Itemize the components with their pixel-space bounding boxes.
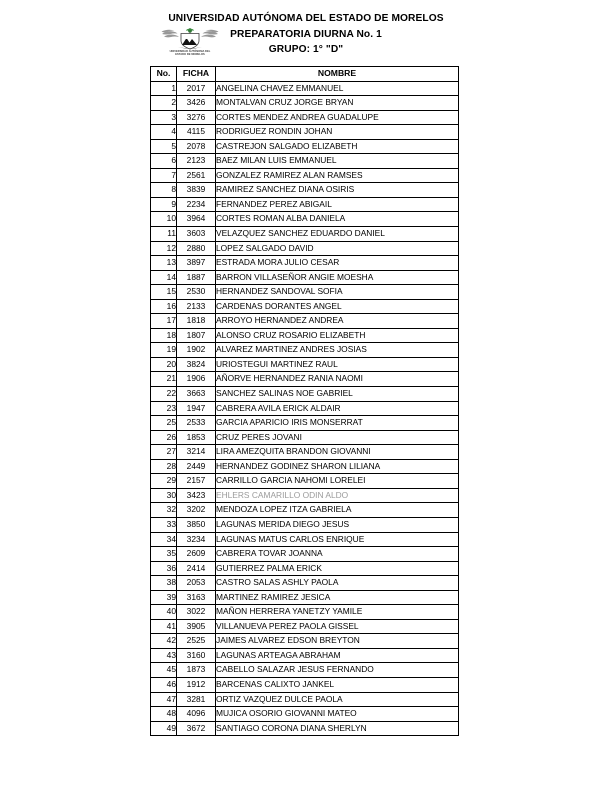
table-row: [151, 634, 459, 649]
cell-no: 15: [151, 285, 177, 300]
cell-nombre: EHLERS CAMARILLO ODIN ALDO: [216, 488, 459, 503]
cell-nombre: LAGUNAS ARTEAGA ABRAHAM: [216, 648, 459, 663]
cell-no: 47: [151, 692, 177, 707]
table-row: [151, 474, 459, 489]
cell-nombre: ALVAREZ MARTINEZ ANDRES JOSIAS: [216, 343, 459, 358]
cell-ficha: 4115: [177, 125, 216, 140]
cell-no: 48: [151, 707, 177, 722]
table-row: [151, 401, 459, 416]
cell-ficha: 2880: [177, 241, 216, 256]
cell-ficha: 2533: [177, 416, 216, 431]
cell-no: 33: [151, 517, 177, 532]
cell-ficha: 3426: [177, 96, 216, 111]
table-row: [151, 110, 459, 125]
cell-ficha: 2234: [177, 197, 216, 212]
cell-nombre: CARDENAS DORANTES ANGEL: [216, 299, 459, 314]
cell-nombre: FERNANDEZ PEREZ ABIGAIL: [216, 197, 459, 212]
cell-nombre: CASTRO SALAS ASHLY PAOLA: [216, 576, 459, 591]
cell-ficha: 2414: [177, 561, 216, 576]
table-row: [151, 387, 459, 402]
cell-nombre: BAEZ MILAN LUIS EMMANUEL: [216, 154, 459, 169]
cell-nombre: CABRERA AVILA ERICK ALDAIR: [216, 401, 459, 416]
cell-nombre: MONTALVAN CRUZ JORGE BRYAN: [216, 96, 459, 111]
cell-nombre: RODRIGUEZ RONDIN JOHAN: [216, 125, 459, 140]
table-row: [151, 241, 459, 256]
table-row: [151, 590, 459, 605]
cell-nombre: LAGUNAS MATUS CARLOS ENRIQUE: [216, 532, 459, 547]
cell-nombre: LOPEZ SALGADO DAVID: [216, 241, 459, 256]
cell-nombre: CORTES ROMAN ALBA DANIELA: [216, 212, 459, 227]
cell-nombre: CABELLO SALAZAR JESUS FERNANDO: [216, 663, 459, 678]
cell-ficha: 3423: [177, 488, 216, 503]
cell-no: 23: [151, 401, 177, 416]
cell-nombre: HERNANDEZ SANDOVAL SOFIA: [216, 285, 459, 300]
table-row: [151, 256, 459, 271]
cell-no: 19: [151, 343, 177, 358]
cell-nombre: ARROYO HERNANDEZ ANDREA: [216, 314, 459, 329]
cell-no: 8: [151, 183, 177, 198]
table-row: [151, 154, 459, 169]
cell-no: 38: [151, 576, 177, 591]
table-row: [151, 212, 459, 227]
cell-nombre: ALONSO CRUZ ROSARIO ELIZABETH: [216, 328, 459, 343]
cell-no: 11: [151, 227, 177, 242]
table-header-row: [151, 67, 459, 82]
cell-no: 3: [151, 110, 177, 125]
table-row: [151, 648, 459, 663]
cell-nombre: MUJICA OSORIO GIOVANNI MATEO: [216, 707, 459, 722]
cell-ficha: 3905: [177, 619, 216, 634]
logo-caption: [161, 50, 219, 57]
logo-caption-line1: UNIVERSIDAD AUTÓNOMA DEL: [169, 49, 211, 53]
table-row: [151, 561, 459, 576]
cell-ficha: 3022: [177, 605, 216, 620]
column-header-nombre: NOMBRE: [216, 67, 459, 82]
table-row: [151, 299, 459, 314]
cell-ficha: 2017: [177, 81, 216, 96]
cell-ficha: 3281: [177, 692, 216, 707]
table-row: [151, 459, 459, 474]
cell-no: 34: [151, 532, 177, 547]
cell-nombre: VILLANUEVA PEREZ PAOLA GISSEL: [216, 619, 459, 634]
cell-nombre: RAMIREZ SANCHEZ DIANA OSIRIS: [216, 183, 459, 198]
cell-no: 45: [151, 663, 177, 678]
table-header: [151, 67, 459, 82]
cell-ficha: 3202: [177, 503, 216, 518]
cell-no: 28: [151, 459, 177, 474]
uaem-seal-logo: [161, 28, 219, 59]
document-header: [0, 11, 612, 58]
table-row: [151, 445, 459, 460]
cell-nombre: CRUZ PERES JOVANI: [216, 430, 459, 445]
cell-no: 41: [151, 619, 177, 634]
cell-no: 42: [151, 634, 177, 649]
cell-no: 21: [151, 372, 177, 387]
cell-no: 30: [151, 488, 177, 503]
cell-nombre: CABRERA TOVAR JOANNA: [216, 547, 459, 562]
cell-nombre: CORTES MENDEZ ANDREA GUADALUPE: [216, 110, 459, 125]
cell-ficha: 2609: [177, 547, 216, 562]
cell-ficha: 3824: [177, 357, 216, 372]
table-row: [151, 139, 459, 154]
table-row: [151, 663, 459, 678]
cell-no: 1: [151, 81, 177, 96]
table-row: [151, 96, 459, 111]
cell-no: 32: [151, 503, 177, 518]
table-row: [151, 285, 459, 300]
cell-no: 29: [151, 474, 177, 489]
uaem-shield-icon: [161, 28, 219, 50]
cell-nombre: URIOSTEGUI MARTINEZ RAUL: [216, 357, 459, 372]
table-row: [151, 605, 459, 620]
cell-nombre: LAGUNAS MERIDA DIEGO JESUS: [216, 517, 459, 532]
cell-no: 13: [151, 256, 177, 271]
cell-no: 12: [151, 241, 177, 256]
cell-nombre: ORTIZ VAZQUEZ DULCE PAOLA: [216, 692, 459, 707]
cell-nombre: GUTIERREZ PALMA ERICK: [216, 561, 459, 576]
cell-ficha: 2133: [177, 299, 216, 314]
table-row: [151, 270, 459, 285]
cell-ficha: 1818: [177, 314, 216, 329]
cell-no: 16: [151, 299, 177, 314]
cell-no: 14: [151, 270, 177, 285]
student-roster-table: [150, 66, 459, 736]
cell-no: 35: [151, 547, 177, 562]
cell-ficha: 3214: [177, 445, 216, 460]
cell-nombre: CARRILLO GARCIA NAHOMI LORELEI: [216, 474, 459, 489]
cell-nombre: CASTREJON SALGADO ELIZABETH: [216, 139, 459, 154]
table-row: [151, 328, 459, 343]
cell-no: 40: [151, 605, 177, 620]
cell-ficha: 1807: [177, 328, 216, 343]
cell-no: 18: [151, 328, 177, 343]
cell-ficha: 3663: [177, 387, 216, 402]
cell-nombre: VELAZQUEZ SANCHEZ EDUARDO DANIEL: [216, 227, 459, 242]
table-row: [151, 314, 459, 329]
cell-nombre: ESTRADA MORA JULIO CESAR: [216, 256, 459, 271]
cell-no: 4: [151, 125, 177, 140]
table-row: [151, 183, 459, 198]
table-row: [151, 503, 459, 518]
cell-no: 46: [151, 677, 177, 692]
cell-ficha: 2123: [177, 154, 216, 169]
cell-ficha: 3163: [177, 590, 216, 605]
table-row: [151, 692, 459, 707]
cell-no: 49: [151, 721, 177, 736]
table-row: [151, 416, 459, 431]
cell-ficha: 2530: [177, 285, 216, 300]
logo-caption-line2: ESTADO DE MORELOS: [175, 52, 205, 56]
cell-ficha: 2525: [177, 634, 216, 649]
table-row: [151, 227, 459, 242]
cell-nombre: MARTINEZ RAMIREZ JESICA: [216, 590, 459, 605]
cell-ficha: 3160: [177, 648, 216, 663]
table-row: [151, 677, 459, 692]
cell-no: 2: [151, 96, 177, 111]
group-title: GRUPO: 1° "D": [268, 44, 344, 55]
cell-no: 36: [151, 561, 177, 576]
cell-ficha: 3672: [177, 721, 216, 736]
cell-ficha: 3234: [177, 532, 216, 547]
cell-ficha: 1912: [177, 677, 216, 692]
table-body: [151, 81, 459, 736]
column-header-ficha: FICHA: [177, 67, 216, 82]
cell-nombre: GARCIA APARICIO IRIS MONSERRAT: [216, 416, 459, 431]
cell-no: 25: [151, 416, 177, 431]
cell-no: 20: [151, 357, 177, 372]
cell-ficha: 3850: [177, 517, 216, 532]
table-row: [151, 430, 459, 445]
table-row: [151, 488, 459, 503]
cell-no: 6: [151, 154, 177, 169]
table-row: [151, 168, 459, 183]
table-row: [151, 532, 459, 547]
cell-ficha: 1902: [177, 343, 216, 358]
cell-ficha: 2053: [177, 576, 216, 591]
cell-nombre: BARCENAS CALIXTO JANKEL: [216, 677, 459, 692]
cell-ficha: 3964: [177, 212, 216, 227]
table-row: [151, 197, 459, 212]
cell-no: 22: [151, 387, 177, 402]
cell-ficha: 2078: [177, 139, 216, 154]
cell-ficha: 2561: [177, 168, 216, 183]
table-row: [151, 576, 459, 591]
cell-no: 5: [151, 139, 177, 154]
cell-ficha: 4096: [177, 707, 216, 722]
cell-nombre: AÑORVE HERNANDEZ RANIA NAOMI: [216, 372, 459, 387]
table-row: [151, 357, 459, 372]
table-row: [151, 517, 459, 532]
cell-ficha: 1906: [177, 372, 216, 387]
cell-nombre: GONZALEZ RAMIREZ ALAN RAMSES: [216, 168, 459, 183]
cell-nombre: LIRA AMEZQUITA BRANDON GIOVANNI: [216, 445, 459, 460]
cell-ficha: 2157: [177, 474, 216, 489]
cell-nombre: BARRON VILLASEÑOR ANGIE MOESHA: [216, 270, 459, 285]
cell-ficha: 3276: [177, 110, 216, 125]
cell-no: 7: [151, 168, 177, 183]
table-row: [151, 707, 459, 722]
cell-nombre: MAÑON HERRERA YANETZY YAMILE: [216, 605, 459, 620]
table-row: [151, 125, 459, 140]
cell-ficha: 1873: [177, 663, 216, 678]
cell-nombre: JAIMES ALVAREZ EDSON BREYTON: [216, 634, 459, 649]
table-row: [151, 619, 459, 634]
cell-ficha: 1887: [177, 270, 216, 285]
cell-no: 43: [151, 648, 177, 663]
cell-ficha: 3839: [177, 183, 216, 198]
cell-ficha: 3897: [177, 256, 216, 271]
cell-no: 9: [151, 197, 177, 212]
cell-no: 17: [151, 314, 177, 329]
table-row: [151, 547, 459, 562]
cell-nombre: SANCHEZ SALINAS NOE GABRIEL: [216, 387, 459, 402]
school-title: PREPARATORIA DIURNA No. 1: [230, 28, 382, 40]
cell-no: 10: [151, 212, 177, 227]
table-row: [151, 372, 459, 387]
cell-no: 26: [151, 430, 177, 445]
cell-ficha: 1947: [177, 401, 216, 416]
cell-nombre: HERNANDEZ GODINEZ SHARON LILIANA: [216, 459, 459, 474]
table-row: [151, 343, 459, 358]
column-header-no: No.: [151, 67, 177, 82]
cell-nombre: SANTIAGO CORONA DIANA SHERLYN: [216, 721, 459, 736]
cell-no: 39: [151, 590, 177, 605]
cell-ficha: 2449: [177, 459, 216, 474]
cell-no: 27: [151, 445, 177, 460]
cell-ficha: 1853: [177, 430, 216, 445]
cell-nombre: MENDOZA LOPEZ ITZA GABRIELA: [216, 503, 459, 518]
cell-ficha: 3603: [177, 227, 216, 242]
cell-nombre: ANGELINA CHAVEZ EMMANUEL: [216, 81, 459, 96]
institution-title: UNIVERSIDAD AUTÓNOMA DEL ESTADO DE MORELOS: [168, 13, 444, 24]
table-row: [151, 81, 459, 96]
table-row: [151, 721, 459, 736]
